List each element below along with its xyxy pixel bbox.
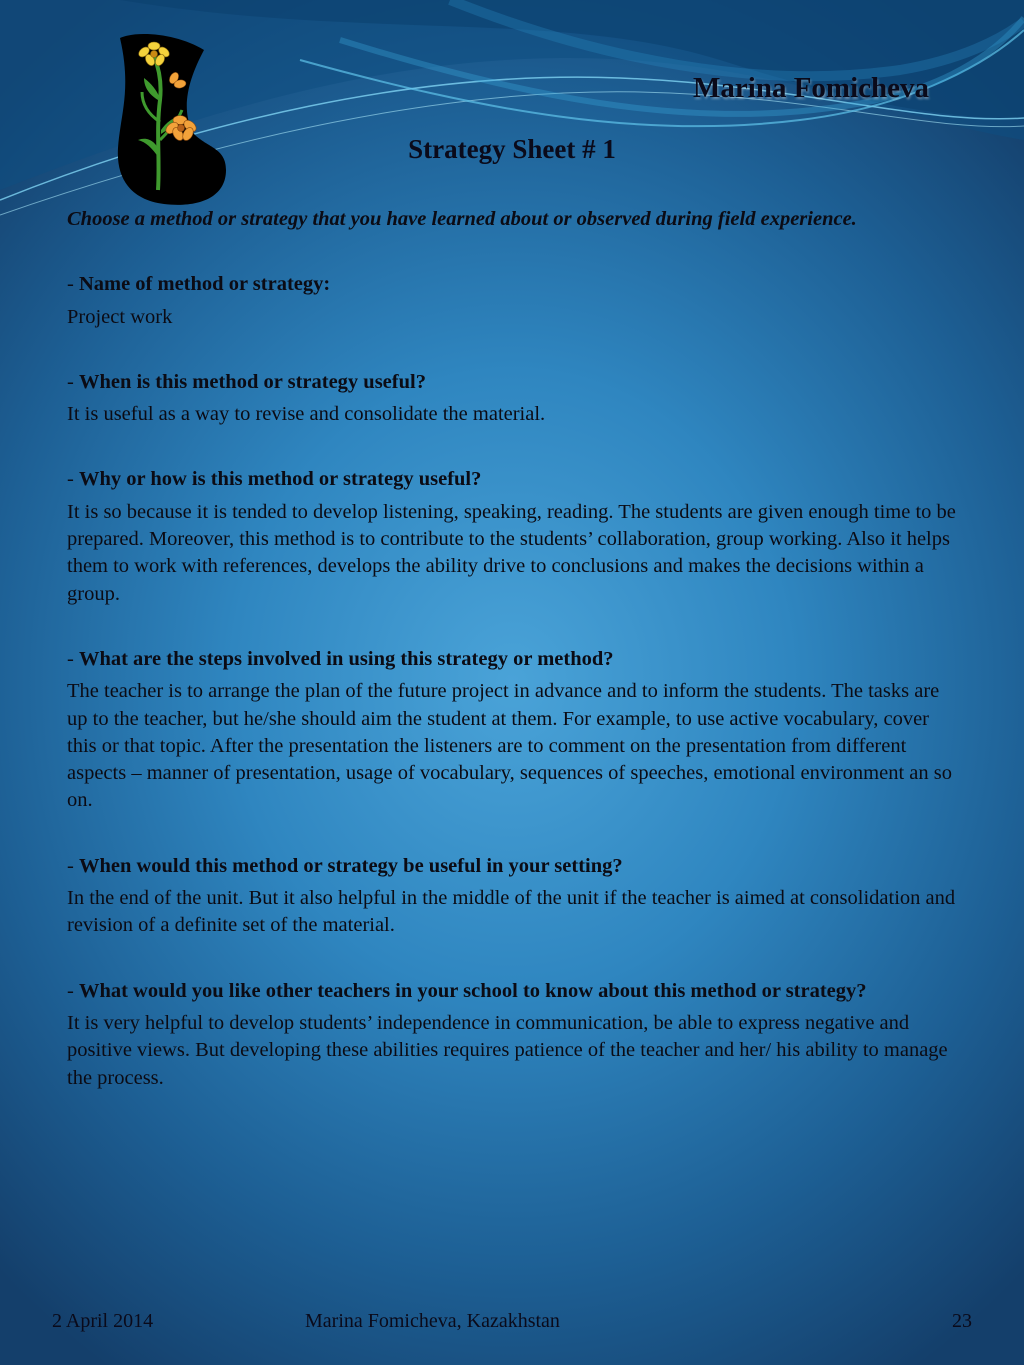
answer: It is so because it is tended to develop listening, speaking, reading. The students are given enough time to be prepared. Moreover, this method is to contribute to the students’ collaboration, group working. Also it helps them to work with references, develops the ability drive to conclusions and makes the decisions within a group.: [67, 500, 956, 605]
answer: The teacher is to arrange the plan of the future project in advance and to inform the students. The tasks are up to the teacher, but he/she should aim the student at them. For example, to use active vocabulary, cover this or that topic. After the presentation the listeners are to comment on the presentation from different aspects – manner of presentation, usage of vocabulary, sequences of speeches, emotional environment an so on.: [67, 680, 952, 812]
section-setting: [67, 853, 962, 940]
author-name: Marina Fomicheva: [693, 72, 929, 104]
question-text: What are the steps involved in using this strategy or method?: [78, 647, 614, 670]
footer-date: 2 April 2014: [52, 1310, 154, 1332]
question-text: Why or how is this method or strategy useful?: [78, 468, 482, 491]
question: [67, 466, 962, 493]
question-text: What would you like other teachers in your school to know about this method or strategy?: [78, 979, 867, 1002]
answer: It is very helpful to develop students’ independence in communication, be able to express negative and positive views. But developing these abilities requires patience of the teacher and her/ his ability to manage the process.: [67, 1011, 948, 1089]
question: [67, 978, 962, 1005]
section-why-useful: [67, 466, 962, 607]
answer: It is useful as a way to revise and consolidate the material.: [67, 403, 546, 426]
section-steps: [67, 646, 962, 815]
question: [67, 271, 962, 298]
instructions: Choose a method or strategy that you have learned about or observed during field experience.: [67, 208, 857, 230]
question-dash: -: [67, 273, 79, 296]
question: [67, 369, 962, 396]
question-dash: -: [67, 854, 79, 877]
question: [67, 853, 962, 880]
section-when-useful: [67, 369, 962, 429]
question-text: When would this method or strategy be useful in your setting?: [78, 854, 623, 877]
question-dash: -: [67, 979, 79, 1002]
page-number: 23: [952, 1310, 972, 1332]
section-name-of-method: [67, 271, 962, 331]
question-dash: -: [67, 468, 79, 491]
footer-author: Marina Fomicheva, Kazakhstan: [305, 1310, 560, 1332]
answer: In the end of the unit. But it also helpful in the middle of the unit if the teacher is aimed at consolidation and revision of a definite set of the material.: [67, 887, 956, 937]
flower-logo-icon: [108, 30, 234, 210]
question-text: When is this method or strategy useful?: [78, 370, 426, 393]
strategy-sheet-body: [67, 206, 962, 1130]
page-title: Strategy Sheet # 1: [408, 134, 616, 164]
section-other-teachers: [67, 978, 962, 1092]
question: [67, 646, 962, 673]
question-dash: -: [67, 647, 79, 670]
answer: Project work: [67, 305, 173, 328]
question-text: Name of method or strategy:: [78, 273, 331, 296]
question-dash: -: [67, 370, 79, 393]
